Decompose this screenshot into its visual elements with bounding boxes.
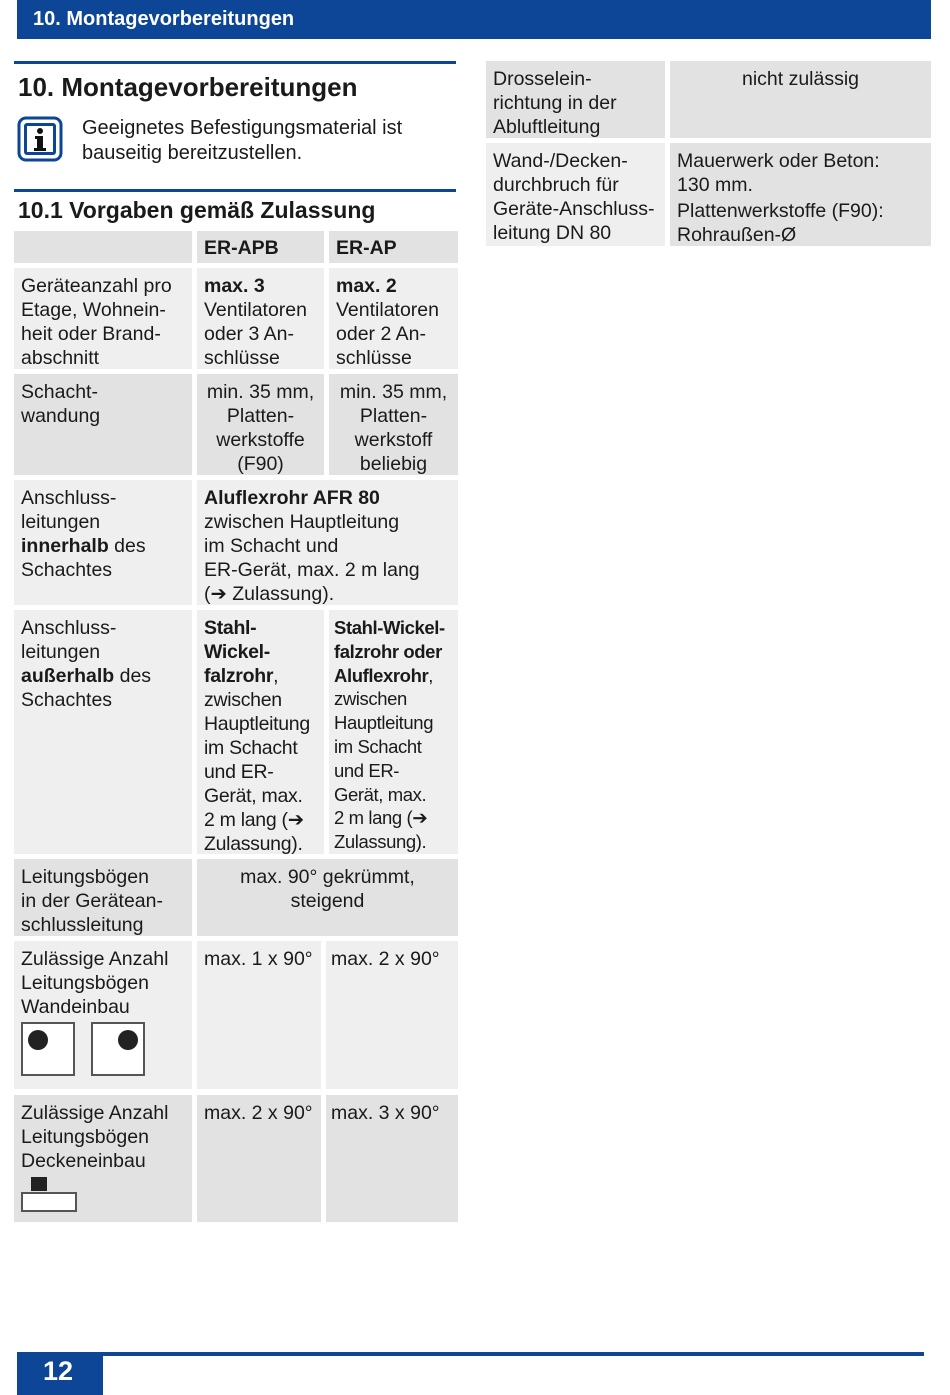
cell-deckeneinbau-er-ap: max. 3 x 90° bbox=[326, 1095, 458, 1222]
page-number: 12 bbox=[43, 1356, 74, 1386]
header-title: 10. Montagevorbereitungen bbox=[33, 8, 295, 30]
page-number-box bbox=[17, 1352, 103, 1395]
subsection-heading: 10.1 Vorgaben gemäß Zulassung bbox=[18, 197, 376, 223]
right-cell-drosseleinrichtung: nicht zulässig bbox=[670, 61, 931, 138]
cell-wandeinbau-er-ap: max. 2 x 90° bbox=[326, 941, 458, 1089]
row-label-ausserhalb: Anschluss- leitungen außerhalb des Schachtes bbox=[14, 610, 192, 854]
wall-mount-icon bbox=[21, 1022, 147, 1078]
row-label-schachtwandung: Schacht- wandung bbox=[14, 374, 192, 475]
table-header-empty bbox=[14, 231, 192, 263]
info-note: Geeignetes Befestigungsmaterial ist bauseitig bereitzustellen. bbox=[82, 117, 403, 164]
row-label-innerhalb: Anschluss- leitungen innerhalb des Schachtes bbox=[14, 480, 192, 605]
section-rule bbox=[14, 61, 456, 64]
ceiling-mount-icon bbox=[21, 1176, 79, 1214]
cell-innerhalb-value: Aluflexrohr AFR 80 zwischen Hauptleitung im Schacht und ER-Gerät, max. 2 m lang (➔ Zulassung). bbox=[197, 480, 458, 605]
cell-wandeinbau-er-apb: max. 1 x 90° bbox=[197, 941, 321, 1089]
column-header-er-apb: ER-APB bbox=[197, 231, 324, 263]
row-label-geraeteanzahl: Geräteanzahl pro Etage, Wohnein- heit oder Brand- abschnitt bbox=[14, 268, 192, 369]
right-row-label-durchbruch: Wand-/Decken- durchbruch für Geräte-Anschluss- leitung DN 80 bbox=[486, 143, 665, 246]
row-label-leitungsboegen: Leitungsbögen in der Gerätean- schlussleitung bbox=[14, 859, 192, 936]
header-bar bbox=[17, 0, 931, 39]
cell-schachtwandung-er-ap: min. 35 mm, Platten- werkstoff beliebig bbox=[329, 374, 458, 475]
cell-deckeneinbau-er-apb: max. 2 x 90° bbox=[197, 1095, 321, 1222]
cell-ausserhalb-er-ap: Stahl-Wickel- falzrohr oder Aluflexrohr, zwischen Hauptleitung im Schacht und ER- Gerät, max. 2 m lang (➔ Zulassung). bbox=[329, 610, 458, 854]
row-label-deckeneinbau: Zulässige Anzahl Leitungsbögen Deckeneinbau bbox=[14, 1095, 192, 1222]
cell-geraeteanzahl-er-apb: max. 3 Ventilatoren oder 3 An- schlüsse bbox=[197, 268, 324, 369]
row-label-wandeinbau: Zulässige Anzahl Leitungsbögen Wandeinbau bbox=[14, 941, 192, 1089]
cell-ausserhalb-er-apb: Stahl-Wickel- falzrohr, zwischen Hauptleitung im Schacht und ER- Gerät, max. 2 m lang (➔ Zulassung). bbox=[197, 610, 324, 854]
column-header-er-ap: ER-AP bbox=[329, 231, 458, 263]
cell-geraeteanzahl-er-ap: max. 2 Ventilatoren oder 2 An- schlüsse bbox=[329, 268, 458, 369]
right-cell-durchbruch: Mauerwerk oder Beton: 130 mm. Plattenwerkstoffe (F90): Rohraußen-Ø bbox=[670, 143, 931, 246]
cell-schachtwandung-er-apb: min. 35 mm, Platten- werkstoffe (F90) bbox=[197, 374, 324, 475]
right-row-label-drosseleinrichtung: Drosselein- richtung in der Abluftleitung bbox=[486, 61, 665, 138]
info-icon bbox=[17, 116, 63, 162]
footer-rule bbox=[17, 1352, 924, 1356]
cell-leitungsboegen-value: max. 90° gekrümmt, steigend bbox=[197, 859, 458, 936]
subsection-rule bbox=[14, 189, 456, 192]
section-heading: 10. Montagevorbereitungen bbox=[18, 72, 358, 102]
